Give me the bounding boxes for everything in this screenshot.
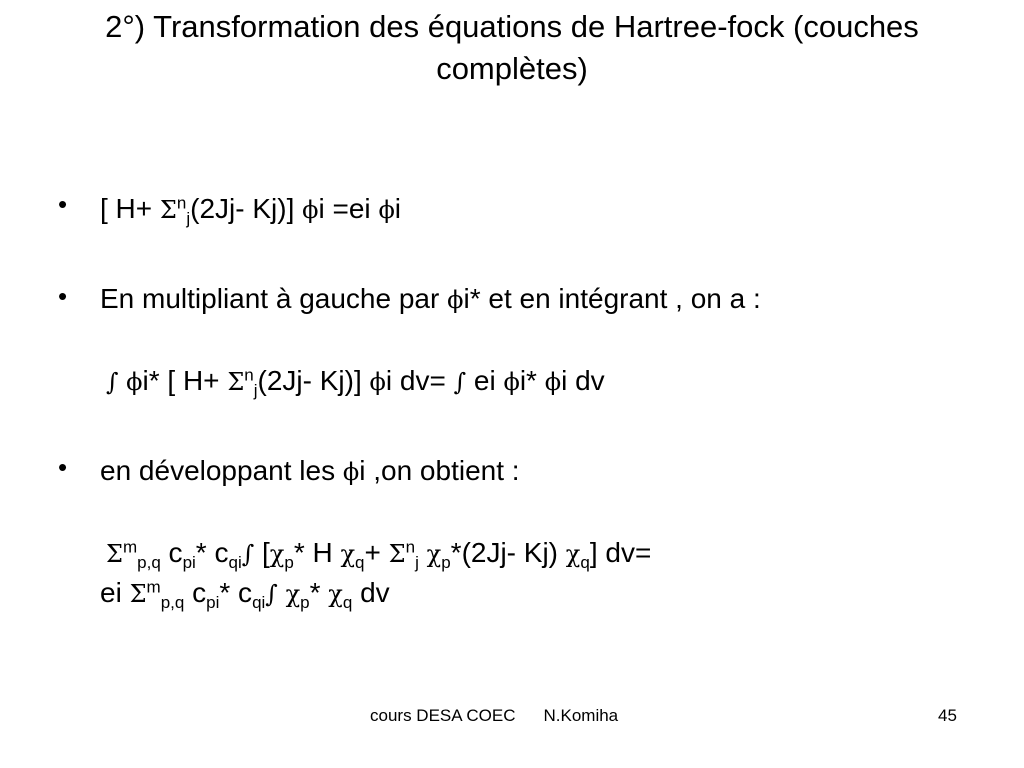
bullet-2: •	[58, 281, 68, 311]
chi-symbol: χ	[565, 540, 581, 568]
equation-2: ∫ ϕi* [ $H+ \Sigma^n_j(2Jj-$ Kj)] ϕi dv= ∫ ei ϕi* ϕi dv	[106, 365, 605, 400]
phi-symbol: ϕ	[369, 368, 386, 396]
phi-symbol: ϕ	[302, 196, 319, 224]
footer-course: cours DESA COEC	[370, 706, 516, 725]
sigma-symbol: Σ	[227, 368, 245, 396]
bullet-2-text: En multipliant à gauche par ϕi* et en intégrant , on a :	[100, 283, 761, 314]
chi-symbol: χ	[328, 580, 343, 608]
footer-course-info	[370, 706, 618, 726]
chi-symbol: χ	[426, 540, 442, 568]
integral-symbol: ∫	[106, 368, 127, 396]
bullet-1: •	[58, 189, 68, 219]
page-number: 45	[938, 706, 957, 725]
bullet-3: •	[58, 452, 68, 482]
sigma-symbol: Σ	[129, 580, 147, 608]
chi-symbol: χ	[340, 540, 356, 568]
sigma-symbol: Σ	[159, 196, 177, 224]
phi-symbol: ϕ	[503, 368, 520, 396]
sigma-symbol: Σ	[388, 540, 406, 568]
phi-symbol: ϕ	[447, 286, 464, 314]
slide-title	[40, 6, 984, 90]
title-line-2: complètes)	[436, 51, 588, 86]
phi-symbol: ϕ	[378, 196, 395, 224]
integral-symbol: ∫	[453, 368, 467, 396]
equation-1: [ $H+ \Sigma^n_j(2Jj-$ Kj)] ϕi =ei ϕi	[100, 193, 402, 228]
integral-symbol: ∫	[241, 540, 255, 568]
chi-symbol: χ	[285, 580, 301, 608]
equation-4: ei $\Sigma^m_{p,q}$ $c_{pi}*$ $c_{qi}\int$ $\chi_p*$ $\chi_q$ dv	[100, 577, 390, 612]
bullet-3-text: en développant les ϕi ,on obtient :	[100, 455, 520, 486]
footer-author: N.Komiha	[543, 706, 619, 725]
title-line-1: 2°) Transformation des équations de Hartree-fock (couches	[105, 9, 919, 44]
sigma-symbol: Σ	[106, 540, 123, 568]
phi-symbol: ϕ	[342, 458, 360, 486]
phi-symbol: ϕ	[126, 368, 143, 396]
chi-symbol: χ	[269, 540, 285, 568]
phi-symbol: ϕ	[544, 368, 562, 396]
integral-symbol: ∫	[265, 580, 278, 608]
equation-3: $\Sigma^m_{p,q}$ $c_{pi}*$ $c_{qi}\int$ [$\chi_p*$ H $\chi_q+ \Sigma^n_j$ $\chi_p*(2Jj-$ Kj) $\chi_q$] dv=	[106, 537, 652, 572]
